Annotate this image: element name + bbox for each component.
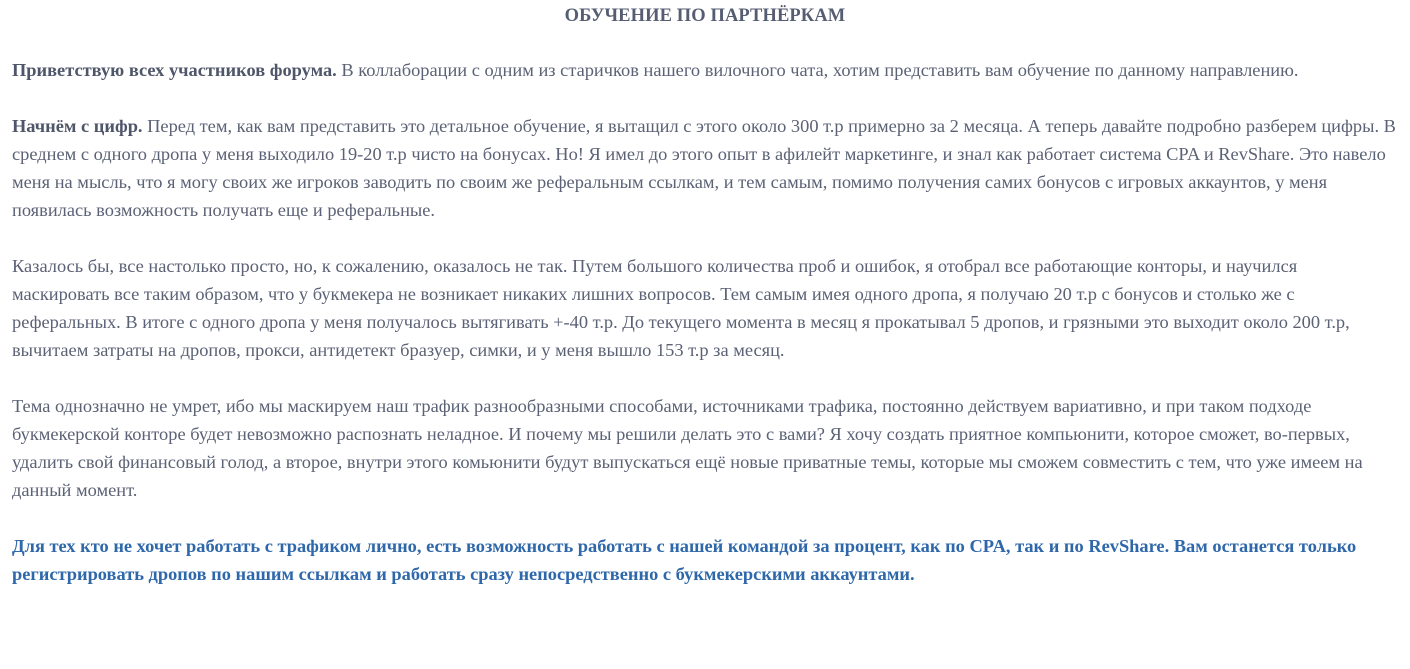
paragraph-process: Казалось бы, все настолько просто, но, к сожалению, оказалось не так. Путем большого количества проб и ошибок, я отобрал все работающие конторы, и научился маскировать все таким образом, что у букмекера не возникает никаких лишних вопросов. Тем самым имея одного дропа, я получаю 20 т.р с бонусов и столько же с реферальных. В итоге с одного дропа у меня получалось вытягивать +-40 т.р. До текущего момента в месяц я прокатывал 5 дропов, и грязными это выходит около 200 т.р, вычитаем затраты на дропов, прокси, антидетект бразуер, симки, и у меня вышло 153 т.р за месяц. [12, 256, 1350, 360]
paragraph-text: В коллаборации с одним из старичков нашего вилочного чата, хотим представить вам обучение по данному направлению. [336, 60, 1299, 80]
paragraph-greeting [12, 56, 1398, 84]
paragraph-text: Перед тем, как вам представить это детальное обучение, я вытащил с этого около 300 т.р примерно за 2 месяца. А теперь давайте подробно разберем цифры. В среднем с одного дропа у меня выходило 19-20 т.р чисто на бонусах. Но! Я имел до этого опыт в афилейт маркетинге, и знал как работает система CPA и RevShare. Это навело меня на мысль, что я могу своих же игроков заводить по своим же реферальным ссылкам, и тем самым, помимо получения самих бонусов с игровых аккаунтов, у меня появилась возможность получать еще и реферальные. [12, 116, 1396, 220]
paragraph-lead: Приветствую всех участников форума. [12, 60, 337, 80]
paragraph-lead: Начнём с цифр. [12, 116, 143, 136]
paragraph-community: Тема однозначно не умрет, ибо мы маскируем наш трафик разнообразными способами, источниками трафика, постоянно действуем вариативно, и при таком подходе букмекерской конторе будет невозможно распознать неладное. И почему мы решили делать это с вами? Я хочу создать приятное компьюнити, которое сможет, во-первых, удалить свой финансовый голод, а второе, внутри этого комьюнити будут выпускаться ещё новые приватные темы, которые мы сможем совместить с тем, что уже имеем на данный момент. [12, 396, 1363, 500]
paragraph-numbers [12, 112, 1398, 224]
article-title: ОБУЧЕНИЕ ПО ПАРТНЁРКАМ [564, 6, 846, 26]
paragraph-offer-highlight: Для тех кто не хочет работать с трафиком лично, есть возможность работать с нашей командой за процент, как по CPA, так и по RevShare. Вам останется только регистрировать дропов по нашим ссылкам и работать сразу непосредственно с букмекерскими аккаунтами. [12, 536, 1357, 584]
